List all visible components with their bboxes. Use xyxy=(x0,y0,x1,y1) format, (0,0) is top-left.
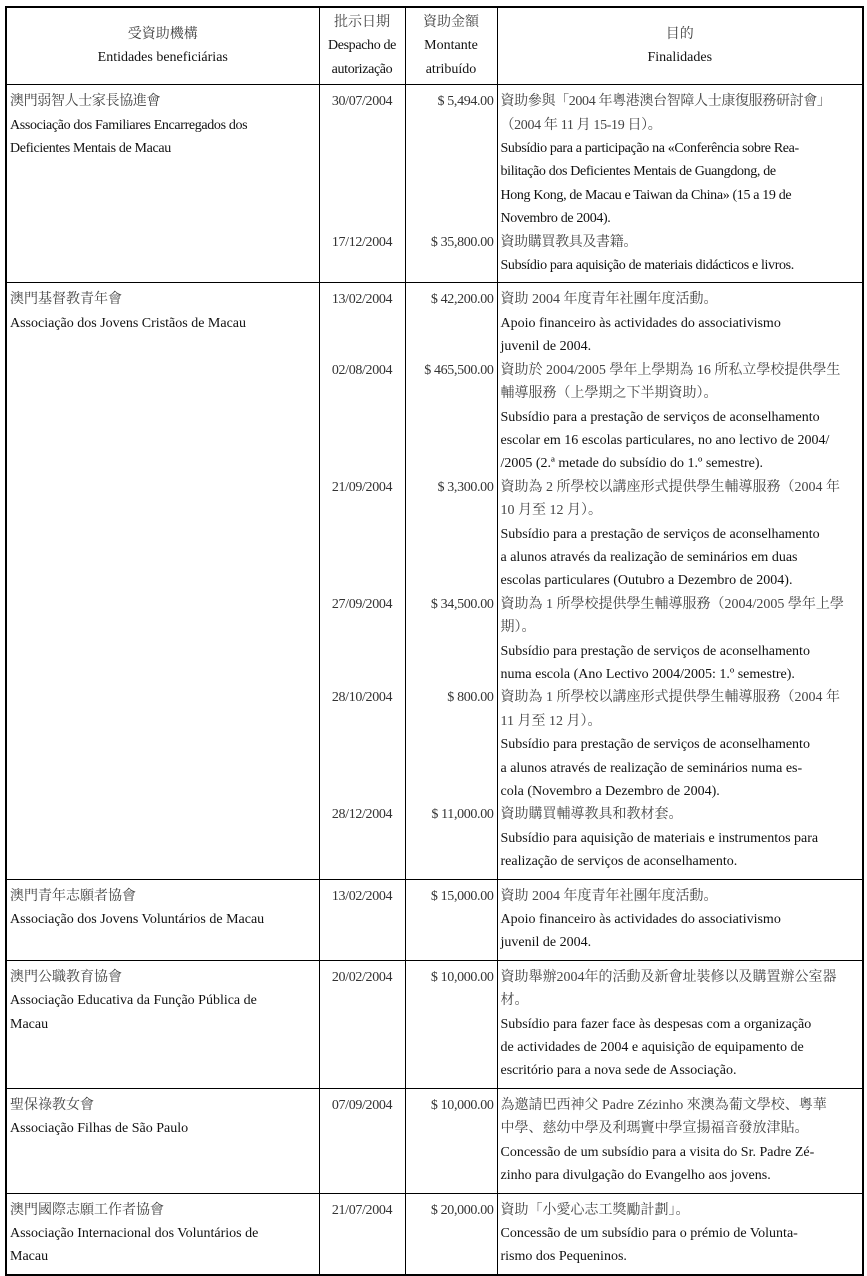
org-name-pt: Associação dos Jovens Cristãos de Macau xyxy=(10,315,247,331)
date-cell xyxy=(319,359,405,476)
header-purpose xyxy=(497,7,863,85)
purpose-pt: Subsídio para prestação de serviços de aconselhamento xyxy=(500,643,810,659)
header-org-pt: Entidades beneficiárias xyxy=(97,50,228,66)
purpose-pt: bilitação dos Deficientes Mentais de Guangdong, de xyxy=(500,164,776,180)
amount: $ 10,000.00 xyxy=(430,969,494,985)
purpose-zh: 11 月至 12 月）。 xyxy=(500,713,602,729)
org-name-pt: Associação Internacional dos Voluntários de xyxy=(10,1225,259,1241)
approval-date: 27/09/2004 xyxy=(331,596,393,612)
table-row xyxy=(6,1193,863,1275)
purpose-zh: 資助 2004 年度青年社團年度活動。 xyxy=(500,888,718,904)
header-org-zh: 受資助機構 xyxy=(127,26,198,42)
org-cell xyxy=(6,85,319,283)
header-date-pt1: Despacho de xyxy=(327,38,397,54)
header-purpose-pt: Finalidades xyxy=(647,50,713,66)
purpose-pt: juvenil de 2004. xyxy=(500,935,592,951)
purpose-zh: （2004 年 11 月 15-19 日）。 xyxy=(500,117,662,133)
purpose-pt: realização de serviços de aconselhamento. xyxy=(500,854,738,870)
date-cell xyxy=(319,476,405,593)
org-name-pt: Associação Educativa da Função Pública de xyxy=(10,993,257,1009)
approval-date: 21/09/2004 xyxy=(331,479,393,495)
purpose-zh: 輔導服務（上學期之下半期資助）。 xyxy=(500,386,718,402)
amount-cell xyxy=(405,593,497,687)
amount-cell xyxy=(405,359,497,476)
date-cell xyxy=(319,85,405,231)
amount: $ 42,200.00 xyxy=(430,292,494,308)
header-amount-zh: 資助金額 xyxy=(423,15,479,30)
purpose-cell xyxy=(497,1193,863,1275)
org-name-zh: 聖保祿教女會 xyxy=(10,1097,94,1113)
purpose-cell xyxy=(497,231,863,283)
amount-cell xyxy=(405,231,497,283)
header-org xyxy=(6,7,319,85)
org-name-zh: 澳門公職教育協會 xyxy=(10,969,122,985)
org-cell xyxy=(6,1088,319,1193)
amount: $ 5,494.00 xyxy=(437,94,494,110)
org-name-zh: 澳門青年志願者協會 xyxy=(10,888,136,904)
date-cell xyxy=(319,593,405,687)
purpose-pt: numa escola (Ano Lectivo 2004/2005: 1.º semestre). xyxy=(500,666,795,682)
purpose-pt: Concessão de um subsídio para a visita do Sr. Padre Zé- xyxy=(500,1144,815,1160)
purpose-zh: 材。 xyxy=(500,993,529,1009)
purpose-pt: Subsídio para a participação na «Conferência sobre Rea- xyxy=(500,141,799,157)
purpose-pt: de actividades de 2004 e aquisição de equipamento de xyxy=(500,1040,804,1056)
purpose-zh: 為邀請巴西神父 Padre Zézinho 來澳為葡文學校、粵華 xyxy=(500,1097,827,1113)
amount: $ 35,800.00 xyxy=(430,234,494,250)
table-row xyxy=(6,283,863,359)
purpose-cell xyxy=(497,283,863,359)
org-name-zh: 澳門基督教青年會 xyxy=(10,292,122,308)
purpose-cell xyxy=(497,1088,863,1193)
purpose-pt: escolar em 16 escolas particulares, no ano lectivo de 2004/ xyxy=(500,432,830,448)
purpose-zh: 資助購買教具及書籍。 xyxy=(500,234,637,250)
date-cell xyxy=(319,1193,405,1275)
purpose-pt: cola (Novembro a Dezembro de 2004). xyxy=(500,784,720,799)
purpose-pt: Subsídio para a prestação de serviços de aconselhamento xyxy=(500,409,820,425)
purpose-zh: 資助 2004 年度青年社團年度活動。 xyxy=(500,292,718,308)
header-amount-pt2: atribuído xyxy=(425,61,477,77)
org-name-pt: Associação dos Familiares Encarregados dos xyxy=(10,117,248,133)
org-cell xyxy=(6,283,319,879)
purpose-pt: Subsídio para a prestação de serviços de aconselhamento xyxy=(500,526,820,542)
amount-cell xyxy=(405,1193,497,1275)
amount-cell xyxy=(405,85,497,231)
amount: $ 800.00 xyxy=(447,690,494,706)
header-amount-pt1: Montante xyxy=(424,38,478,54)
table-row xyxy=(6,85,863,231)
purpose-pt: Subsídio para fazer face às despesas com a organização xyxy=(500,1016,812,1032)
table-row xyxy=(6,960,863,1088)
purpose-cell xyxy=(497,85,863,231)
amount: $ 11,000.00 xyxy=(431,807,494,823)
org-name-pt: Macau xyxy=(10,1016,49,1032)
purpose-cell xyxy=(497,879,863,960)
amount-cell xyxy=(405,1088,497,1193)
subsidy-table xyxy=(5,6,864,1276)
org-name-pt: Deficientes Mentais de Macau xyxy=(10,141,171,157)
purpose-zh: 資助購買輔導教具和教材套。 xyxy=(500,807,683,823)
amount: $ 465,500.00 xyxy=(424,362,494,378)
date-cell xyxy=(319,960,405,1088)
purpose-pt: zinho para divulgação do Evangelho aos jovens. xyxy=(500,1168,771,1184)
purpose-zh: 資助為 1 所學校提供學生輔導服務（2004/2005 學年上學 xyxy=(500,596,844,612)
amount-cell xyxy=(405,803,497,879)
purpose-pt: juvenil de 2004. xyxy=(500,339,592,355)
header-amount xyxy=(405,7,497,85)
approval-date: 13/02/2004 xyxy=(331,292,393,308)
org-name-pt: Associação Filhas de São Paulo xyxy=(10,1121,189,1137)
purpose-cell xyxy=(497,359,863,476)
header-purpose-zh: 目的 xyxy=(665,26,694,42)
amount-cell xyxy=(405,879,497,960)
org-name-zh: 澳門國際志願工作者協會 xyxy=(10,1202,164,1218)
purpose-pt: escritório para a nova sede de Associação. xyxy=(500,1063,737,1079)
amount-cell xyxy=(405,476,497,593)
purpose-zh: 中學、慈幼中學及利瑪竇中學宣揚福音發放津貼。 xyxy=(500,1121,809,1137)
purpose-pt: Apoio financeiro às actividades do associativismo xyxy=(500,912,781,928)
amount: $ 10,000.00 xyxy=(430,1097,494,1113)
org-name-pt: Associação dos Jovens Voluntários de Macau xyxy=(10,912,265,928)
date-cell xyxy=(319,879,405,960)
purpose-zh: 資助為 1 所學校以講座形式提供學生輔導服務（2004 年 xyxy=(500,690,840,706)
amount: $ 3,300.00 xyxy=(437,479,494,495)
amount: $ 20,000.00 xyxy=(430,1202,494,1218)
purpose-pt: /2005 (2.ª metade do subsídio do 1.º semestre). xyxy=(500,456,763,472)
date-cell xyxy=(319,1088,405,1193)
amount-cell xyxy=(405,960,497,1088)
purpose-zh: 資助舉辦2004年的活動及新會址裝修以及購置辦公室器 xyxy=(500,969,837,985)
purpose-cell xyxy=(497,960,863,1088)
approval-date: 13/02/2004 xyxy=(331,888,393,904)
date-cell xyxy=(319,231,405,283)
purpose-cell xyxy=(497,593,863,687)
purpose-pt: Subsídio para prestação de serviços de aconselhamento xyxy=(500,737,810,753)
table-row xyxy=(6,1088,863,1193)
purpose-zh: 資助為 2 所學校以講座形式提供學生輔導服務（2004 年 xyxy=(500,479,840,495)
date-cell xyxy=(319,686,405,803)
org-cell xyxy=(6,1193,319,1275)
table-header xyxy=(6,7,863,85)
header-date xyxy=(319,7,405,85)
purpose-cell xyxy=(497,803,863,879)
purpose-zh: 10 月至 12 月）。 xyxy=(500,503,602,519)
purpose-pt: Apoio financeiro às actividades do associativismo xyxy=(500,315,781,331)
purpose-zh: 資助參與「2004 年粵港澳台智障人士康復服務研討會」 xyxy=(500,94,831,110)
org-cell xyxy=(6,960,319,1088)
approval-date: 20/02/2004 xyxy=(331,969,393,985)
purpose-zh: 期）。 xyxy=(500,620,536,636)
approval-date: 02/08/2004 xyxy=(331,362,393,378)
purpose-pt: Subsídio para aquisição de materiais e instrumentos para xyxy=(500,830,819,846)
approval-date: 17/12/2004 xyxy=(331,234,393,250)
purpose-pt: Concessão de um subsídio para o prémio de Volunta- xyxy=(500,1225,798,1241)
approval-date: 28/12/2004 xyxy=(331,807,393,823)
header-date-pt2: autorização xyxy=(331,61,393,77)
header-date-zh: 批示日期 xyxy=(334,15,390,30)
approval-date: 28/10/2004 xyxy=(331,690,393,706)
approval-date: 21/07/2004 xyxy=(331,1202,393,1218)
purpose-pt: escolas particulares (Outubro a Dezembro de 2004). xyxy=(500,573,793,589)
amount-cell xyxy=(405,283,497,359)
purpose-pt: Subsídio para aquisição de materiais didácticos e livros. xyxy=(500,258,794,274)
date-cell xyxy=(319,803,405,879)
purpose-zh: 資助「小愛心志工獎勵計劃」。 xyxy=(500,1202,690,1218)
amount-cell xyxy=(405,686,497,803)
amount: $ 34,500.00 xyxy=(430,596,494,612)
purpose-cell xyxy=(497,476,863,593)
purpose-pt: a alunos através de realização de seminários numa es- xyxy=(500,760,803,776)
approval-date: 30/07/2004 xyxy=(331,94,393,110)
purpose-pt: Hong Kong, de Macau e Taiwan da China» (15 a 19 de xyxy=(500,187,792,203)
purpose-pt: rismo dos Pequeninos. xyxy=(500,1249,627,1265)
purpose-zh: 資助於 2004/2005 學年上學期為 16 所私立學校提供學生 xyxy=(500,362,841,378)
table-row xyxy=(6,879,863,960)
approval-date: 07/09/2004 xyxy=(331,1097,393,1113)
amount: $ 15,000.00 xyxy=(430,888,494,904)
purpose-cell xyxy=(497,686,863,803)
org-name-pt: Macau xyxy=(10,1249,49,1265)
org-cell xyxy=(6,879,319,960)
org-name-zh: 澳門弱智人士家長協進會 xyxy=(10,94,161,110)
purpose-pt: Novembro de 2004). xyxy=(500,211,611,227)
purpose-pt: a alunos através da realização de seminários em duas xyxy=(500,549,798,565)
date-cell xyxy=(319,283,405,359)
